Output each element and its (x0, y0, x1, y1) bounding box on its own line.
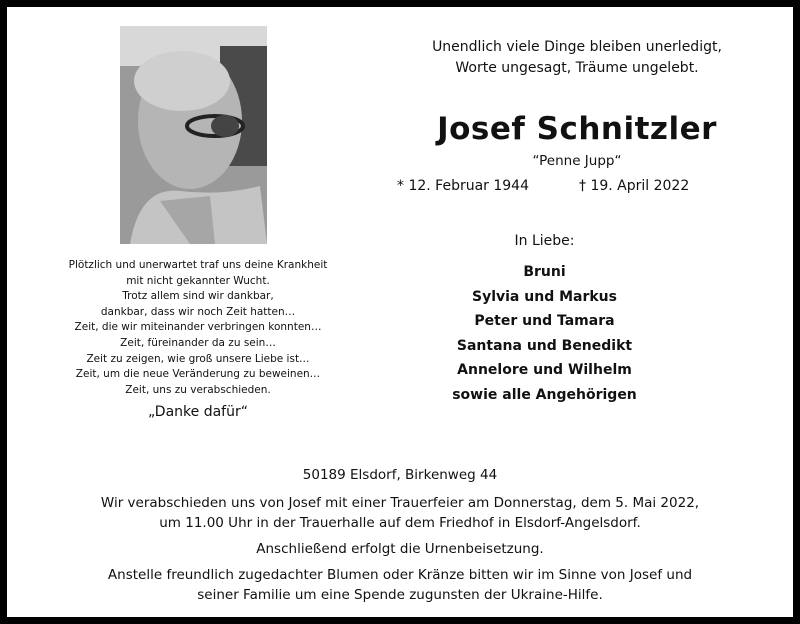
birth-date: * 12. Februar 1944 (397, 178, 529, 194)
ceremony-text (7, 493, 793, 533)
quote-line: Unendlich viele Dinge bleiben unerledigt, (432, 39, 722, 55)
poem-thanks: „Danke dafür“ (148, 404, 248, 421)
mourner-name: Bruni (523, 264, 566, 280)
death-date: † 19. April 2022 (579, 178, 690, 194)
poem-line: Zeit zu zeigen, wie groß unsere Liebe ist… (86, 352, 310, 365)
mourners-intro: In Liebe: (514, 233, 575, 249)
donation-text (7, 565, 793, 605)
quote-line: Worte ungesagt, Träume ungelebt. (455, 60, 699, 76)
portrait-photo (120, 26, 267, 244)
poem-line: Trotz allem sind wir dankbar, (122, 290, 274, 303)
poem-line: mit nicht gekannter Wucht. (126, 274, 270, 287)
mourners-list (377, 260, 712, 407)
family-address: 50189 Elsdorf, Birkenweg 44 (302, 467, 498, 483)
epigraph-quote (377, 37, 777, 79)
poem (45, 258, 351, 421)
ceremony-line: Wir verabschieden uns von Josef mit einer Trauerfeier am Donnerstag, dem 5. Mai 2022, (100, 495, 700, 511)
poem-line: Plötzlich und unerwartet traf uns deine Krankheit (68, 259, 328, 271)
deceased-nickname: “Penne Jupp“ (532, 153, 622, 169)
portrait-illustration (120, 26, 267, 244)
poem-line: dankbar, dass wir noch Zeit hatten… (100, 305, 296, 318)
poem-line: Zeit, uns zu verabschieden. (125, 383, 271, 396)
service-info (7, 493, 793, 611)
donation-line: seiner Familie um eine Spende zugunsten der Ukraine-Hilfe. (197, 587, 603, 603)
poem-line: Zeit, um die neue Veränderung zu beweinen… (75, 368, 321, 381)
poem-line: Zeit, die wir miteinander verbringen konnten… (74, 321, 322, 334)
urn-text: Anschließend erfolgt die Urnenbeisetzung. (256, 541, 544, 557)
mourner-name: Sylvia und Markus (472, 288, 617, 305)
ceremony-line: um 11.00 Uhr in der Trauerhalle auf dem Friedhof in Elsdorf-Angelsdorf. (159, 515, 641, 531)
obituary-card (7, 7, 793, 617)
deceased-name: Josef Schnitzler (437, 111, 717, 147)
donation-line: Anstelle freundlich zugedachter Blumen oder Kränze bitten wir im Sinne von Josef und (107, 567, 693, 583)
mourner-name: Peter und Tamara (474, 313, 615, 329)
mourner-name: Annelore und Wilhelm (457, 362, 632, 378)
mourner-name: Santana und Benedikt (456, 337, 633, 354)
poem-line: Zeit, füreinander da zu sein… (120, 336, 276, 349)
mourner-name: sowie alle Angehörigen (452, 386, 637, 403)
